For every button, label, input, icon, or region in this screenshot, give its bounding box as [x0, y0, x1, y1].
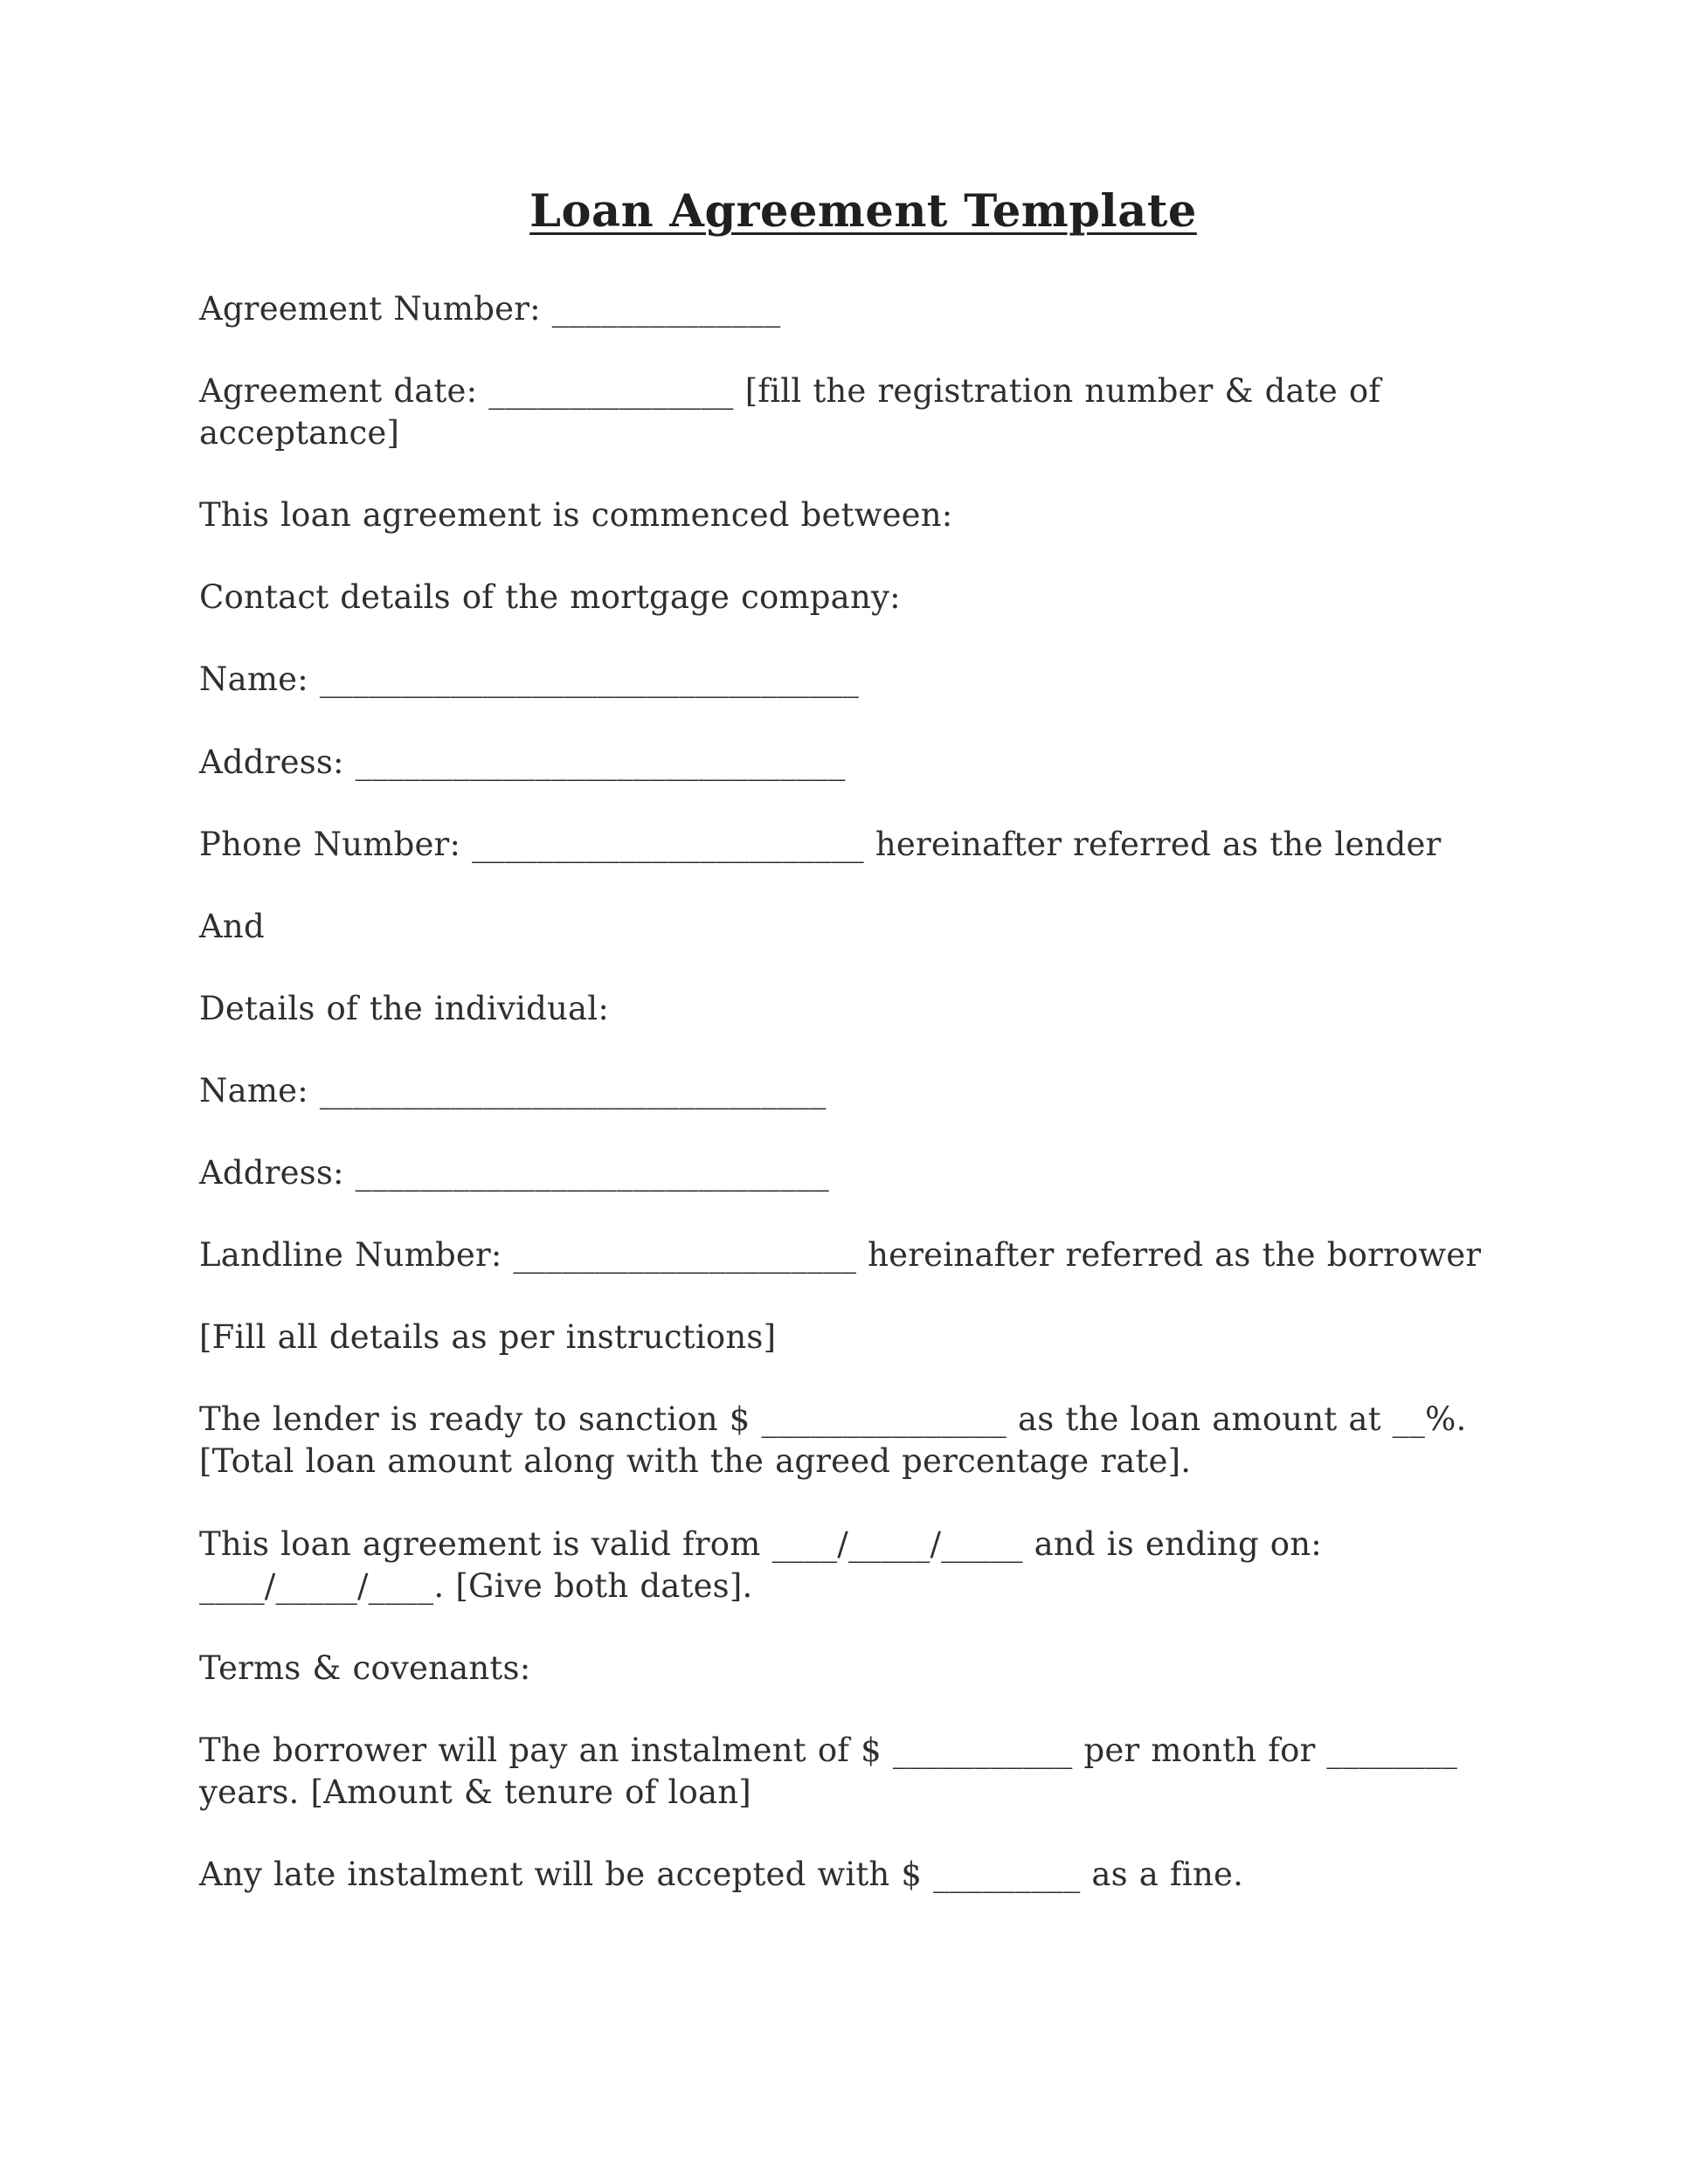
paragraph-company-name: Name: _________________________________	[199, 660, 859, 699]
document-title: Loan Agreement Template	[529, 185, 1197, 238]
paragraph-terms-heading: Terms & covenants:	[199, 1648, 531, 1687]
paragraph-company-phone: Phone Number: ________________________ hereinafter referred as the lender	[199, 825, 1442, 863]
paragraph-instalment: The borrower will pay an instalment of $ ___________ per month for ________ years. [Amount & tenure of loan]	[199, 1731, 1458, 1811]
paragraph-loan-amount: The lender is ready to sanction $ _______________ as the loan amount at __%. [Total loan amount along with the agreed percentage rate].	[199, 1400, 1467, 1481]
paragraph-agreement-date: Agreement date: _______________ [fill the registration number & date of acceptance]	[199, 372, 1381, 453]
document-content	[199, 185, 1527, 1896]
paragraph-fill-instructions: [Fill all details as per instructions]	[199, 1318, 777, 1357]
paragraph-agreement-number: Agreement Number: ______________	[199, 290, 781, 328]
paragraph-and: And	[199, 907, 265, 945]
paragraph-individual-landline: Landline Number: _____________________ hereinafter referred as the borrower	[199, 1236, 1482, 1275]
paragraph-validity-dates: This loan agreement is valid from ____/_____/_____ and is ending on: ____/_____/____. [Give both dates].	[199, 1524, 1322, 1605]
paragraph-individual-heading: Details of the individual:	[199, 989, 609, 1027]
paragraph-individual-address: Address: _____________________________	[199, 1154, 829, 1192]
paragraph-company-address: Address: ______________________________	[199, 743, 846, 781]
paragraph-late-fine: Any late instalment will be accepted with $ _________ as a fine.	[199, 1855, 1244, 1893]
paragraph-individual-name: Name: _______________________________	[199, 1071, 827, 1109]
paragraph-commenced-between: This loan agreement is commenced between:	[199, 496, 953, 535]
paragraph-company-contact-heading: Contact details of the mortgage company:	[199, 578, 901, 617]
